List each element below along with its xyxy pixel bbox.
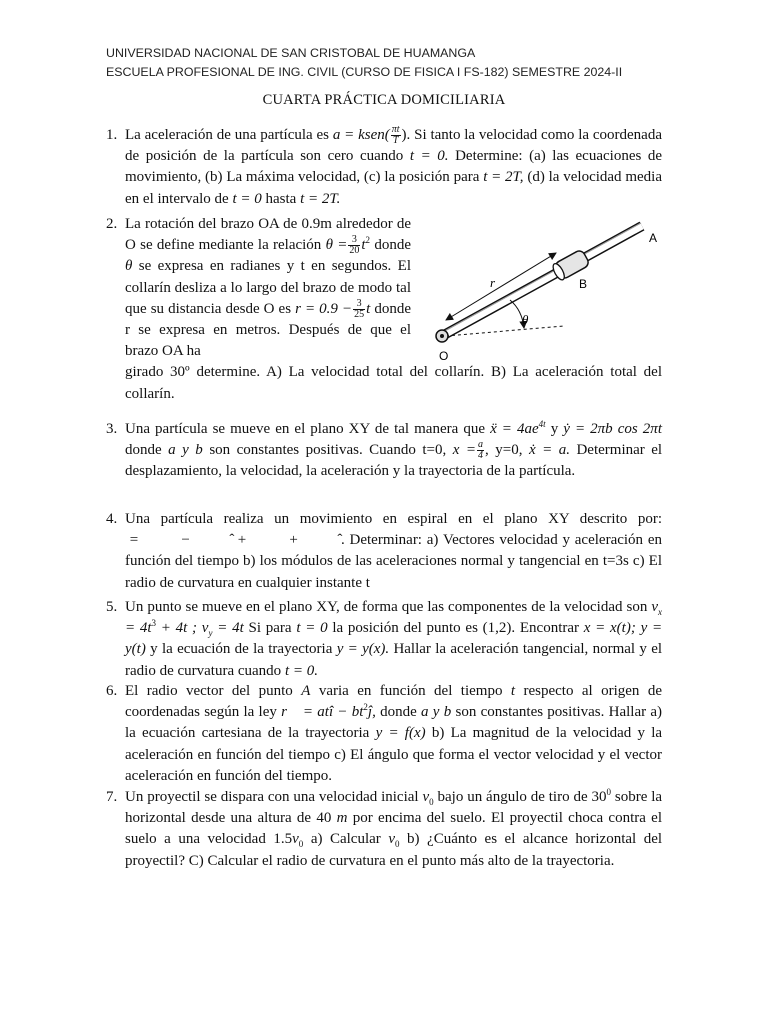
subscript: x bbox=[658, 607, 662, 617]
problem-5 bbox=[106, 597, 662, 682]
equation: t = 0. bbox=[409, 148, 449, 165]
equation: r⃗ = atî − bt bbox=[281, 704, 364, 721]
label-theta: θ bbox=[522, 312, 529, 327]
equation: t = 2T, bbox=[483, 169, 524, 186]
text: por encima del suelo. El proyectil choca contra el suelo a una velocidad 1.5 bbox=[125, 810, 663, 848]
text: y bbox=[550, 421, 559, 437]
equation: ĵ, bbox=[367, 704, 376, 721]
text: Una partícula realiza un movimiento en espiral en el plano XY descrito por: bbox=[125, 511, 662, 527]
problem-text: La rotación del brazo OA de 0.9m alrededor de O se define mediante la relación θ = $\frac{3}{20}$ $t^2$ donde θ se expresa en radianes y t en segundos. El collarín desliza a lo largo del brazo de modo tal que su distancia desde O es r = 0.9 − $\frac{3}{25}$ t donde r se expresa en metros. Después de que el brazo OA ha bbox=[125, 216, 412, 360]
problem-text bbox=[125, 419, 662, 483]
problem-2 bbox=[106, 214, 662, 405]
text: Una partícula se mueve en el plano XY de tal manera que bbox=[125, 421, 485, 437]
problem-number: 5. bbox=[106, 599, 118, 615]
subscript: y bbox=[208, 628, 213, 639]
garbled-equation: ⃗ = − ̂ + + ̂ bbox=[125, 532, 341, 549]
problem-1 bbox=[106, 125, 662, 210]
equation: y = y(x). bbox=[336, 641, 390, 658]
equation: t bbox=[361, 237, 366, 254]
text: (d) la velocidad media en el intervalo de bbox=[125, 169, 662, 207]
problem-text bbox=[125, 125, 662, 210]
equation: r = 0.9 − bbox=[295, 300, 353, 317]
equation: x = bbox=[452, 442, 476, 459]
problem-number: 2. bbox=[106, 216, 118, 232]
text: Si para bbox=[248, 620, 292, 637]
equation: ẏ = bbox=[563, 421, 586, 437]
subscript: 0 bbox=[298, 839, 304, 850]
numerator: a bbox=[478, 439, 483, 451]
text: son constantes positivas. Cuando t=0, bbox=[209, 442, 447, 459]
text: son constantes positivas. Hallar a) la ecuación cartesiana de la trayectoria bbox=[125, 704, 663, 742]
header-school: ESCUELA PROFESIONAL DE ING. CIVIL (CURSO DE FISICA I FS-182) SEMESTRE 2024-II bbox=[106, 65, 623, 79]
problem-6 bbox=[106, 681, 662, 787]
equation: t = 0 bbox=[232, 190, 262, 207]
text: ). Si tanto la velocidad como la coordenada de posición de la partícula son cero cuando bbox=[125, 127, 662, 165]
subscript: 0 bbox=[395, 839, 400, 850]
text: varia en función del tiempo bbox=[318, 683, 503, 699]
equation: + 4t ; bbox=[160, 620, 198, 637]
numerator: πt bbox=[391, 124, 400, 136]
symbol: t bbox=[510, 683, 516, 699]
problem-text bbox=[125, 597, 662, 682]
text: donde r se expresa en metros. Después de que el brazo OA ha bbox=[125, 300, 412, 360]
problem-number: 1. bbox=[106, 127, 118, 143]
numerator: 3 bbox=[353, 299, 365, 310]
text: Determinar el desplazamiento, la velocidad, la aceleración y la trayectoria de la partícula. bbox=[125, 442, 663, 480]
text: donde bbox=[380, 704, 417, 721]
subscript: 0 bbox=[429, 797, 434, 807]
label-r: r bbox=[490, 275, 496, 290]
text: Un punto se mueve en el plano XY, de forma que las componentes de la velocidad son bbox=[125, 599, 648, 615]
equation: x = x(t); y = y(t) bbox=[125, 620, 663, 658]
symbol: v bbox=[388, 831, 395, 848]
fraction bbox=[477, 440, 484, 461]
text: a) Calcular bbox=[310, 831, 381, 848]
text: La aceleración de una partícula es bbox=[125, 127, 329, 143]
header-university: UNIVERSIDAD NACIONAL DE SAN CRISTOBAL DE HUAMANGA bbox=[106, 46, 476, 60]
exponent: 0 bbox=[606, 787, 611, 797]
problem-number: 4. bbox=[106, 511, 118, 527]
equation: t bbox=[366, 300, 371, 317]
problem-text bbox=[125, 787, 662, 872]
problem-number: 7. bbox=[106, 789, 118, 805]
denominator: T bbox=[392, 135, 399, 147]
text: b) La magnitud de la velocidad y la aceleración en función del tiempo c) El ángulo que forma el vector velocidad y el vector aceleración en función del tiempo. bbox=[125, 725, 663, 784]
text: se expresa en radianes y t en segundos. El collarín desliza a lo largo del brazo de modo tal que su distancia desde O es bbox=[125, 258, 412, 317]
label-b: B bbox=[579, 277, 588, 291]
text: b) ¿Cuánto es el alcance horizontal del proyectil? C) Calcular el radio de curvatura en el punto más alto de la trayectoria. bbox=[125, 831, 663, 869]
symbol: v bbox=[422, 789, 430, 805]
fraction bbox=[391, 125, 401, 146]
equation: a y b bbox=[421, 704, 452, 721]
text: bajo un ángulo de tiro de 30 bbox=[437, 789, 607, 805]
text: El radio vector del punto bbox=[125, 683, 293, 699]
problem-text-continued: girado 30º determine. A) La velocidad total del collarín. B) La aceleración total del collarín. bbox=[125, 364, 662, 402]
text: La rotación del brazo OA de 0.9m alrededor de O se define mediante la relación bbox=[125, 216, 411, 254]
problem-3 bbox=[106, 419, 662, 483]
denominator: 4 bbox=[478, 450, 483, 462]
fraction bbox=[348, 235, 360, 256]
text: Determine: (a) las ecuaciones de movimiento, (b) La máxima velocidad, (c) la posición para bbox=[125, 148, 663, 186]
text: Un proyectil se dispara con una velocidad inicial bbox=[125, 789, 419, 805]
equation: = 4t bbox=[125, 620, 152, 637]
text: , y=0, bbox=[485, 442, 523, 459]
problem-text bbox=[125, 509, 662, 594]
label-a: A bbox=[649, 231, 658, 245]
label-o: O bbox=[439, 349, 449, 363]
equation: a = ksen( bbox=[332, 127, 390, 143]
equation: a y b bbox=[168, 442, 203, 459]
problem-number: 6. bbox=[106, 683, 118, 699]
denominator: 20 bbox=[349, 245, 360, 257]
text: y la ecuación de la trayectoria bbox=[150, 641, 333, 658]
denominator: 25 bbox=[354, 308, 365, 320]
equation: t = 0. bbox=[284, 662, 318, 679]
text: Hallar la aceleración tangencial, normal y el radio de curvatura cuando bbox=[125, 641, 663, 679]
exponent: 4t bbox=[538, 419, 546, 429]
problem-text bbox=[125, 681, 662, 787]
unit: m bbox=[336, 810, 348, 827]
equation: ẋ = a. bbox=[528, 442, 570, 459]
equation: v bbox=[201, 620, 209, 637]
symbol: v bbox=[292, 831, 299, 848]
numerator: 3 bbox=[348, 235, 360, 246]
equation: 2πb cos 2πt bbox=[590, 421, 662, 437]
equation: θ = bbox=[325, 237, 348, 254]
text: donde bbox=[374, 237, 411, 254]
text: la posición del punto es (1,2). Encontrar bbox=[332, 620, 580, 637]
text: sobre la horizontal desde una altura de 40 bbox=[125, 789, 663, 827]
equation: = 4t bbox=[217, 620, 244, 637]
text: hasta bbox=[265, 190, 297, 207]
text: respecto al origen de coordenadas según la ley bbox=[125, 683, 663, 721]
equation: v bbox=[651, 599, 658, 615]
problem-7 bbox=[106, 787, 662, 872]
equation: ẍ = 4ae bbox=[490, 421, 539, 437]
equation: t = 0 bbox=[296, 620, 328, 637]
symbol: A bbox=[301, 683, 311, 699]
fraction bbox=[353, 299, 365, 320]
symbol: θ bbox=[125, 258, 133, 275]
exponent: 2 bbox=[363, 702, 368, 713]
problem-number: 3. bbox=[106, 421, 118, 437]
rotating-arm-diagram bbox=[424, 214, 684, 364]
text: donde bbox=[125, 442, 162, 459]
exponent: 3 bbox=[151, 618, 157, 629]
problem-4 bbox=[106, 509, 662, 594]
text: . Determinar: a) Vectores velocidad y aceleración en función del tiempo b) los módulos de las aceleraciones normal y tangencial en t=3s c) El radio de curvatura en cualquier instante t bbox=[125, 532, 663, 591]
equation: y = f(x) bbox=[375, 725, 426, 742]
equation: t = 2T. bbox=[300, 190, 341, 207]
page-title: CUARTA PRÁCTICA DOMICILIARIA bbox=[262, 92, 506, 108]
